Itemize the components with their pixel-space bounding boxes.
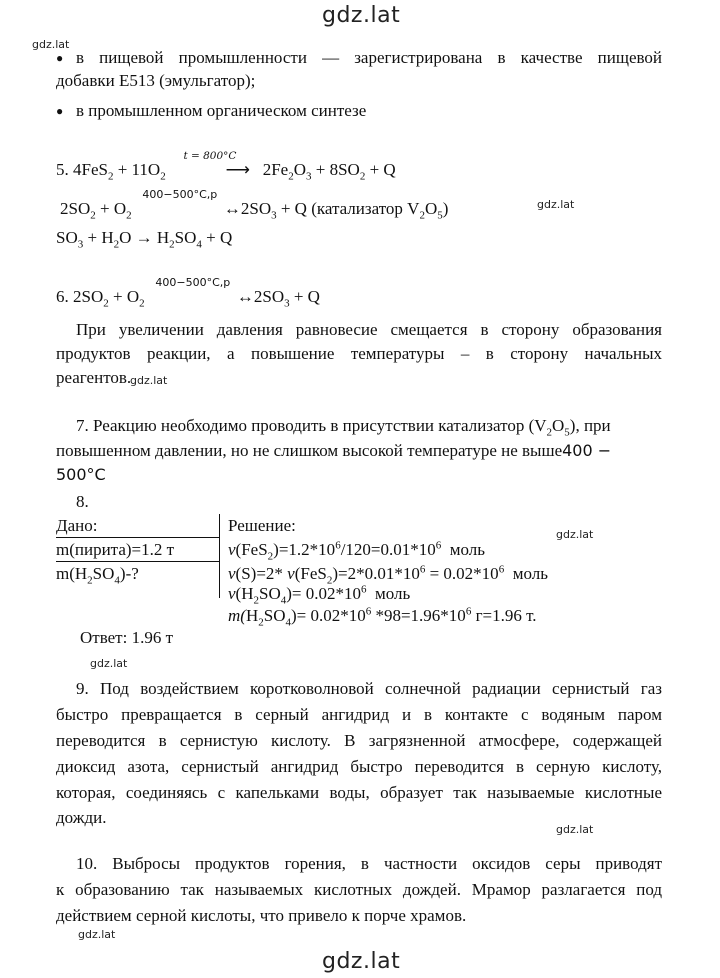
reaction-arrow <box>136 188 224 219</box>
watermark: gdz.lat <box>556 528 594 541</box>
solution-line-2: v(S)=2* $v(FeS_2)=2*0.01*10^6 = 0.02*10^6$ моль <box>228 563 548 587</box>
watermark: gdz.lat <box>32 38 70 51</box>
paragraph-line: действием серной кислоты, что привело к порче храмов. <box>56 906 467 925</box>
q6-reaction: 6. $2SO_2 + O_2$ 400−500°C,p $\leftrightarrow 2SO_3 + Q$ <box>56 287 320 307</box>
table-rule <box>56 561 219 562</box>
paragraph-line: быстро превращается в серный ангидрид и в контакте с водяным паром <box>56 705 662 724</box>
q7-line-3: 500°C <box>56 465 106 484</box>
reaction-arrow: t = 800°C ⟶ <box>170 160 250 180</box>
reaction-condition: 400−500°C,p <box>142 188 218 201</box>
watermark: gdz.lat <box>90 657 128 670</box>
solution-line-1: $v(FeS_2)=1.2*10^6/120=0.01*10^6$ моль <box>228 539 486 563</box>
bullet-text: добавки E513 (эмульгатор); <box>56 71 256 90</box>
reaction-condition: 400−500°C,p <box>155 276 231 289</box>
paragraph-line: дожди. <box>56 808 107 827</box>
q7-line-2: повышенном давлении, но не слишком высокой температуре не выше400 − <box>56 441 612 460</box>
given-mass: m(пирита)=1.2 т <box>56 540 175 559</box>
bullet-text: в промышленном органическом синтезе <box>76 101 367 120</box>
table-divider <box>219 514 220 598</box>
reaction-condition: t = 800°C <box>183 150 237 162</box>
bullet-text: в пищевой промышленности — зарегистрирована в качестве пищевой <box>76 48 662 67</box>
paragraph-line: диоксид азота, сернистый ангидрид быстро переводится в серную кислоту, <box>56 757 662 776</box>
question-number: 6. <box>56 287 69 306</box>
paragraph-line: реагентов. <box>56 368 132 387</box>
q5-reaction-3: $SO_3 + H_2O \to H_2SO_4 + Q$ <box>56 228 233 251</box>
bullet-icon: ● <box>56 104 64 118</box>
q7-line-1: 7. Реакцию необходимо проводить в присутствии катализатор $(V_2O_5)$, при <box>76 416 611 439</box>
q5-reaction-1: 5. $4FeS_2 + 11O_2$ t = 800°C ⟶ $2Fe_2O_3 + 8SO_2 + Q$ <box>56 160 396 180</box>
given-unknown: $m(H_2SO_4)-$? <box>56 564 139 587</box>
paragraph-line: которая, соединяясь с капельками воды, образует так называемые кислотные <box>56 783 662 802</box>
paragraph-line: 10. Выбросы продуктов горения, в частности оксидов серы приводят <box>76 854 662 873</box>
paragraph-line: переводится в сернистую кислоту. В загрязненной атмосфере, содержащей <box>56 731 662 750</box>
given-label: Дано: <box>56 516 98 535</box>
watermark-top: gdz.lat <box>322 3 401 28</box>
answer: Ответ: 1.96 т <box>80 628 174 647</box>
watermark-bottom: gdz.lat <box>322 949 401 974</box>
q5-reaction-2: $2SO_2 + O_2$ 400−500°C,p $\leftrightarrow 2SO_3 + Q$ (катализатор $V_2O_5$) <box>60 199 448 219</box>
table-rule <box>56 537 219 538</box>
paragraph-line: 9. Под воздействием коротковолновой солнечной радиации сернистый газ <box>76 679 662 698</box>
watermark: gdz.lat <box>78 928 116 941</box>
reaction-arrow <box>149 276 237 307</box>
solution-line-4: $m(H_2SO_4)= 0.02*10^6$ $*98=1.96*10^6$ г=1.96 т. <box>228 605 537 629</box>
paragraph-line: к образованию так называемых кислотных дождей. Мрамор разлагается под <box>56 880 662 899</box>
paragraph-line: При увеличении давления равновесие смещается в сторону образования <box>76 320 662 339</box>
paragraph-line: продуктов реакции, а повышение температуры – в сторону начальных <box>56 344 662 363</box>
watermark: gdz.lat <box>130 374 168 387</box>
question-number: 8. <box>76 492 89 511</box>
solution-label: Решение: <box>228 516 296 535</box>
solution-line-3: $v(H_2SO_4)= 0.02*10^6$ моль <box>228 583 411 607</box>
bullet-icon: ● <box>56 51 64 65</box>
watermark: gdz.lat <box>556 823 594 836</box>
question-number: 5. <box>56 160 69 179</box>
watermark: gdz.lat <box>537 198 575 211</box>
